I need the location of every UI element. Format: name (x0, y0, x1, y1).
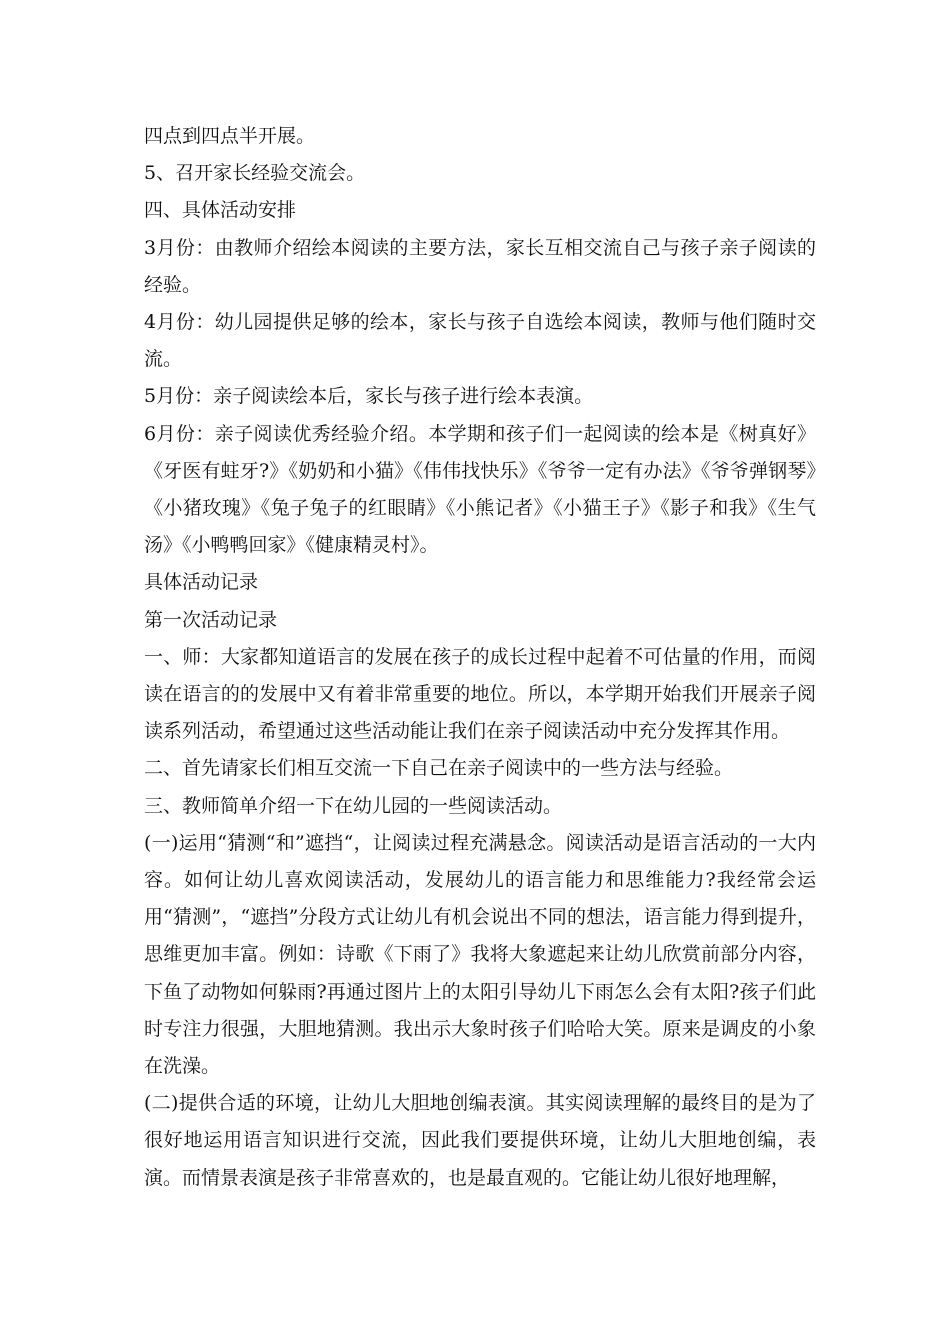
paragraph-parent-meeting: 5、召开家长经验交流会。 (144, 162, 366, 185)
section-heading-activity-records: 具体活动记录 (144, 571, 259, 594)
paragraph-guess-and-cover: (一)运用“猜测“和”遮挡“，让阅读过程充满悬念。阅读活动是语言活动的一大内容。如何让幼儿喜欢阅读活动，发展幼儿的语言能力和思维能力?我经常会运用“猜测”，“遮挡”分段方式让幼儿有机会说出不同的想法，语言能力得到提升，思维更加丰富。例如：诗歌《下雨了》我将大象遮起来让幼儿欣赏前部分内容，下鱼了动物如何躲雨?再通过图片上的太阳引导幼儿下雨怎么会有太阳?孩子们此时专注力很强，大胆地猜测。我出示大象时孩子们哈哈大笑。原来是调皮的小象在洗澡。 (144, 831, 816, 1078)
section-heading-first-record: 第一次活动记录 (144, 608, 278, 631)
paragraph-environment-performance: (二)提供合适的环境，让幼儿大胆地创编表演。其实阅读理解的最终目的是为了很好地运用语言知识进行交流，因此我们要提供环境，让幼儿大胆地创编，表演。而情景表演是孩子非常喜欢的，也是最直观的。它能让幼儿很好地理解， (144, 1092, 816, 1189)
document-body (144, 118, 816, 1197)
paragraph-march: 3月份：由教师介绍绘本阅读的主要方法，家长互相交流自己与孩子亲子阅读的经验。 (144, 236, 816, 296)
paragraph-record-step-three: 三、教师简单介绍一下在幼儿园的一些阅读活动。 (144, 794, 563, 817)
paragraph-may: 5月份：亲子阅读绘本后，家长与孩子进行绘本表演。 (144, 385, 594, 408)
paragraph-record-step-two: 二、首先请家长们相互交流一下自己在亲子阅读中的一些方法与经验。 (144, 757, 734, 780)
paragraph-april: 4月份：幼儿园提供足够的绘本，家长与孩子自选绘本阅读，教师与他们随时交流。 (144, 311, 816, 371)
section-heading-activity-plan: 四、具体活动安排 (144, 199, 297, 222)
paragraph-schedule-time: 四点到四点半开展。 (144, 125, 316, 147)
paragraph-june: 6月份：亲子阅读优秀经验介绍。本学期和孩子们一起阅读的绘本是《树真好》《牙医有蛀牙?》《奶奶和小猫》《伟伟找快乐》《爷爷一定有办法》《爷爷弹钢琴》《小猪玫瑰》《兔子兔子的红眼睛》《小熊记者》《小猫王子》《影子和我》《生气汤》《小鸭鸭回家》《健康精灵村》。 (144, 422, 816, 557)
paragraph-record-step-one: 一、师：大家都知道语言的发展在孩子的成长过程中起着不可估量的作用，而阅读在语言的的发展中又有着非常重要的地位。所以，本学期开始我们开展亲子阅读系列活动，希望通过这些活动能让我们在亲子阅读活动中充分发挥其作用。 (144, 645, 816, 743)
